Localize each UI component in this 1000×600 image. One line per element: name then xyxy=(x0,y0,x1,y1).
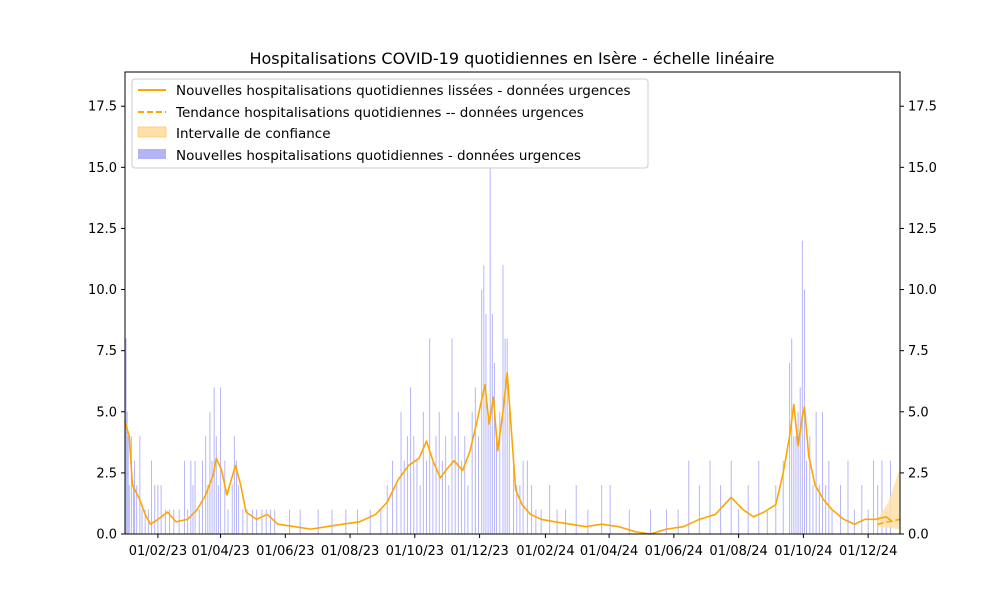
bar xyxy=(531,485,532,534)
bar xyxy=(212,461,213,534)
y-tick-label-right: 0.0 xyxy=(908,527,929,543)
bar xyxy=(448,485,449,534)
bar xyxy=(791,338,792,534)
bar xyxy=(519,485,520,534)
bar xyxy=(840,485,841,534)
x-tick-label: 01/08/24 xyxy=(709,544,768,559)
bar xyxy=(461,461,462,534)
bar xyxy=(458,412,459,534)
bar xyxy=(134,461,135,534)
bar xyxy=(345,510,346,534)
bar xyxy=(184,461,185,534)
bar xyxy=(455,436,456,534)
bar xyxy=(426,461,427,534)
bar xyxy=(192,485,193,534)
bar xyxy=(576,485,577,534)
bar xyxy=(242,510,243,534)
y-tick-label-right: 7.5 xyxy=(908,344,929,360)
bar xyxy=(205,436,206,534)
bar xyxy=(252,510,253,534)
bar xyxy=(806,461,807,534)
y-tick-label-left: 10.0 xyxy=(88,283,117,299)
chart-title: Hospitalisations COVID-19 quotidiennes en Isère - échelle linéaire xyxy=(249,49,775,68)
bar xyxy=(868,510,869,534)
x-tick-label: 01/08/23 xyxy=(320,544,380,559)
bar xyxy=(738,510,739,534)
bar xyxy=(202,461,203,534)
bar xyxy=(485,314,486,534)
bar xyxy=(216,436,217,534)
bar xyxy=(758,461,759,534)
bar xyxy=(802,241,803,534)
bar xyxy=(789,363,790,534)
bar xyxy=(224,461,225,534)
x-tick-label: 01/12/24 xyxy=(838,544,898,559)
bar xyxy=(187,510,188,534)
bar xyxy=(318,510,319,534)
bar xyxy=(483,265,484,534)
bar xyxy=(195,461,196,534)
y-tick-label-left: 17.5 xyxy=(88,99,117,115)
bar xyxy=(873,461,874,534)
bar xyxy=(775,485,776,534)
bar xyxy=(488,412,489,534)
bar xyxy=(848,461,849,534)
bar xyxy=(502,265,503,534)
legend-label-trend: Tendance hospitalisations quotidiennes -- données urgences xyxy=(176,105,584,121)
bar xyxy=(139,436,140,534)
bar xyxy=(527,461,528,534)
bar xyxy=(854,510,855,534)
bar xyxy=(795,436,796,534)
legend-swatch-confidence xyxy=(138,127,166,137)
y-tick-label-left: 12.5 xyxy=(88,221,117,237)
bar xyxy=(332,510,333,534)
bar xyxy=(472,412,473,534)
bar xyxy=(410,387,411,534)
bar xyxy=(475,387,476,534)
line-series xyxy=(125,373,900,534)
bar xyxy=(392,461,393,534)
bar xyxy=(157,485,158,534)
bar xyxy=(490,167,491,534)
bar xyxy=(481,290,482,534)
bar xyxy=(432,461,433,534)
bar xyxy=(822,412,823,534)
bar xyxy=(793,436,794,534)
bar xyxy=(478,436,479,534)
bar xyxy=(142,510,143,534)
bar xyxy=(601,485,602,534)
y-tick-label-left: 2.5 xyxy=(96,466,117,482)
bar xyxy=(261,510,262,534)
bar xyxy=(420,485,421,534)
bar xyxy=(549,485,550,534)
bar xyxy=(370,510,371,534)
bar xyxy=(467,485,468,534)
bar xyxy=(238,485,239,534)
bar xyxy=(387,485,388,534)
x-axis xyxy=(129,534,898,559)
y-tick-label-right: 10.0 xyxy=(908,283,937,299)
bar xyxy=(505,338,506,534)
bar xyxy=(270,510,271,534)
x-tick-label: 01/02/24 xyxy=(516,544,575,559)
legend-label-smoothed: Nouvelles hospitalisations quotidiennes lissées - données urgences xyxy=(176,83,631,99)
bar xyxy=(129,485,130,534)
bar xyxy=(523,461,524,534)
x-tick-label: 01/06/23 xyxy=(256,544,315,559)
x-tick-label: 01/04/23 xyxy=(191,544,250,559)
bar xyxy=(209,412,210,534)
bar xyxy=(429,338,430,534)
bar xyxy=(190,461,191,534)
y-tick-label-right: 12.5 xyxy=(908,221,937,237)
bar xyxy=(688,461,689,534)
bar xyxy=(380,510,381,534)
bar xyxy=(565,510,566,534)
bar xyxy=(798,412,799,534)
bar xyxy=(828,461,829,534)
y-tick-label-right: 2.5 xyxy=(908,466,929,482)
legend-label-bars: Nouvelles hospitalisations quotidiennes - données urgences xyxy=(176,148,581,164)
bar xyxy=(232,485,233,534)
bar xyxy=(587,510,588,534)
x-tick-label: 01/02/23 xyxy=(128,544,188,559)
y-tick-label-right: 5.0 xyxy=(908,405,929,421)
bar xyxy=(832,510,833,534)
bar xyxy=(709,461,710,534)
smoothed-line xyxy=(125,373,893,534)
bar xyxy=(541,510,542,534)
bar xyxy=(825,485,826,534)
bar xyxy=(128,436,129,534)
y-tick-label-left: 5.0 xyxy=(96,405,117,421)
bar xyxy=(214,387,215,534)
x-tick-label: 01/06/24 xyxy=(644,544,704,559)
y-tick-label-left: 15.0 xyxy=(88,160,117,176)
bar xyxy=(666,510,667,534)
bar xyxy=(256,510,257,534)
bar xyxy=(154,485,155,534)
bar xyxy=(416,461,417,534)
bar xyxy=(494,363,495,534)
bar xyxy=(413,436,414,534)
bar xyxy=(407,436,408,534)
bar xyxy=(809,436,810,534)
bar xyxy=(748,485,749,534)
bar xyxy=(464,436,465,534)
bar xyxy=(300,510,301,534)
bar xyxy=(509,412,510,534)
bar xyxy=(199,510,200,534)
x-tick-label: 01/10/24 xyxy=(774,544,833,559)
bar xyxy=(126,338,127,534)
y-axis-left xyxy=(88,100,125,543)
x-tick-label: 01/04/24 xyxy=(579,544,639,559)
x-tick-label: 01/12/23 xyxy=(450,544,509,559)
legend xyxy=(132,79,648,168)
bar xyxy=(401,412,402,534)
bar xyxy=(289,510,290,534)
bar xyxy=(220,387,221,534)
bar xyxy=(234,436,235,534)
legend-swatch-bars xyxy=(138,149,166,159)
bar xyxy=(228,510,229,534)
bar xyxy=(266,510,267,534)
bar xyxy=(800,387,801,534)
bar xyxy=(699,485,700,534)
y-tick-label-right: 15.0 xyxy=(908,160,937,176)
bar xyxy=(442,461,443,534)
bar xyxy=(816,412,817,534)
bar xyxy=(812,485,813,534)
bar xyxy=(678,510,679,534)
y-tick-label-right: 17.5 xyxy=(908,99,937,115)
bar xyxy=(396,485,397,534)
bar xyxy=(492,314,493,534)
bar xyxy=(436,436,437,534)
bar xyxy=(173,510,174,534)
bar xyxy=(423,412,424,534)
bar xyxy=(133,485,134,534)
bar xyxy=(161,485,162,534)
bar xyxy=(767,510,768,534)
bar xyxy=(218,485,219,534)
bar xyxy=(445,436,446,534)
bar xyxy=(507,338,508,534)
y-tick-label-left: 0.0 xyxy=(96,527,117,543)
y-axis-right xyxy=(900,100,937,543)
bar xyxy=(207,485,208,534)
bar xyxy=(452,338,453,534)
y-tick-label-left: 7.5 xyxy=(96,344,117,360)
bar xyxy=(610,485,611,534)
bar xyxy=(861,485,862,534)
bar xyxy=(650,510,651,534)
bar xyxy=(535,510,536,534)
legend-label-confidence: Intervalle de confiance xyxy=(176,126,331,142)
x-tick-label: 01/10/23 xyxy=(385,544,445,559)
